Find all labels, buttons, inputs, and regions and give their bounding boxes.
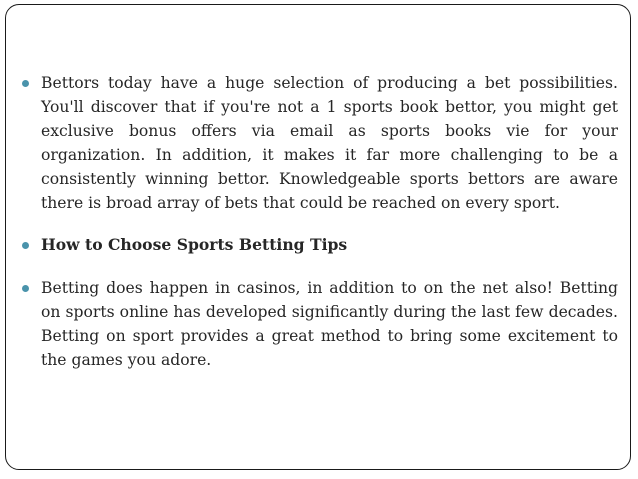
bullet-list [18,71,618,390]
bullet-item-betting-options [18,71,618,215]
bullet-text: Bettors today have a huge selection of producing a bet possibilities. You'll discover that if you're not a 1 sports book bettor, you might get exclusive bonus offers via email as sports books vie for your organization. In addition, it makes it far more challenging to be a consistently winning bettor. Knowledgeable sports bettors are aware there is broad array of bets that could be reached on every sport. [41,74,618,212]
bullet-icon [22,285,29,292]
bullet-item-heading [18,233,618,257]
bullet-item-casinos [18,276,618,372]
bullet-icon [22,242,29,249]
bullet-text: Betting does happen in casinos, in addition to on the net also! Betting on sports online has developed significantly during the last few decades. Betting on sport provides a great method to bring some excitement to the games you adore. [41,279,618,369]
bullet-icon [22,80,29,87]
bullet-heading-text: How to Choose Sports Betting Tips [41,235,348,254]
